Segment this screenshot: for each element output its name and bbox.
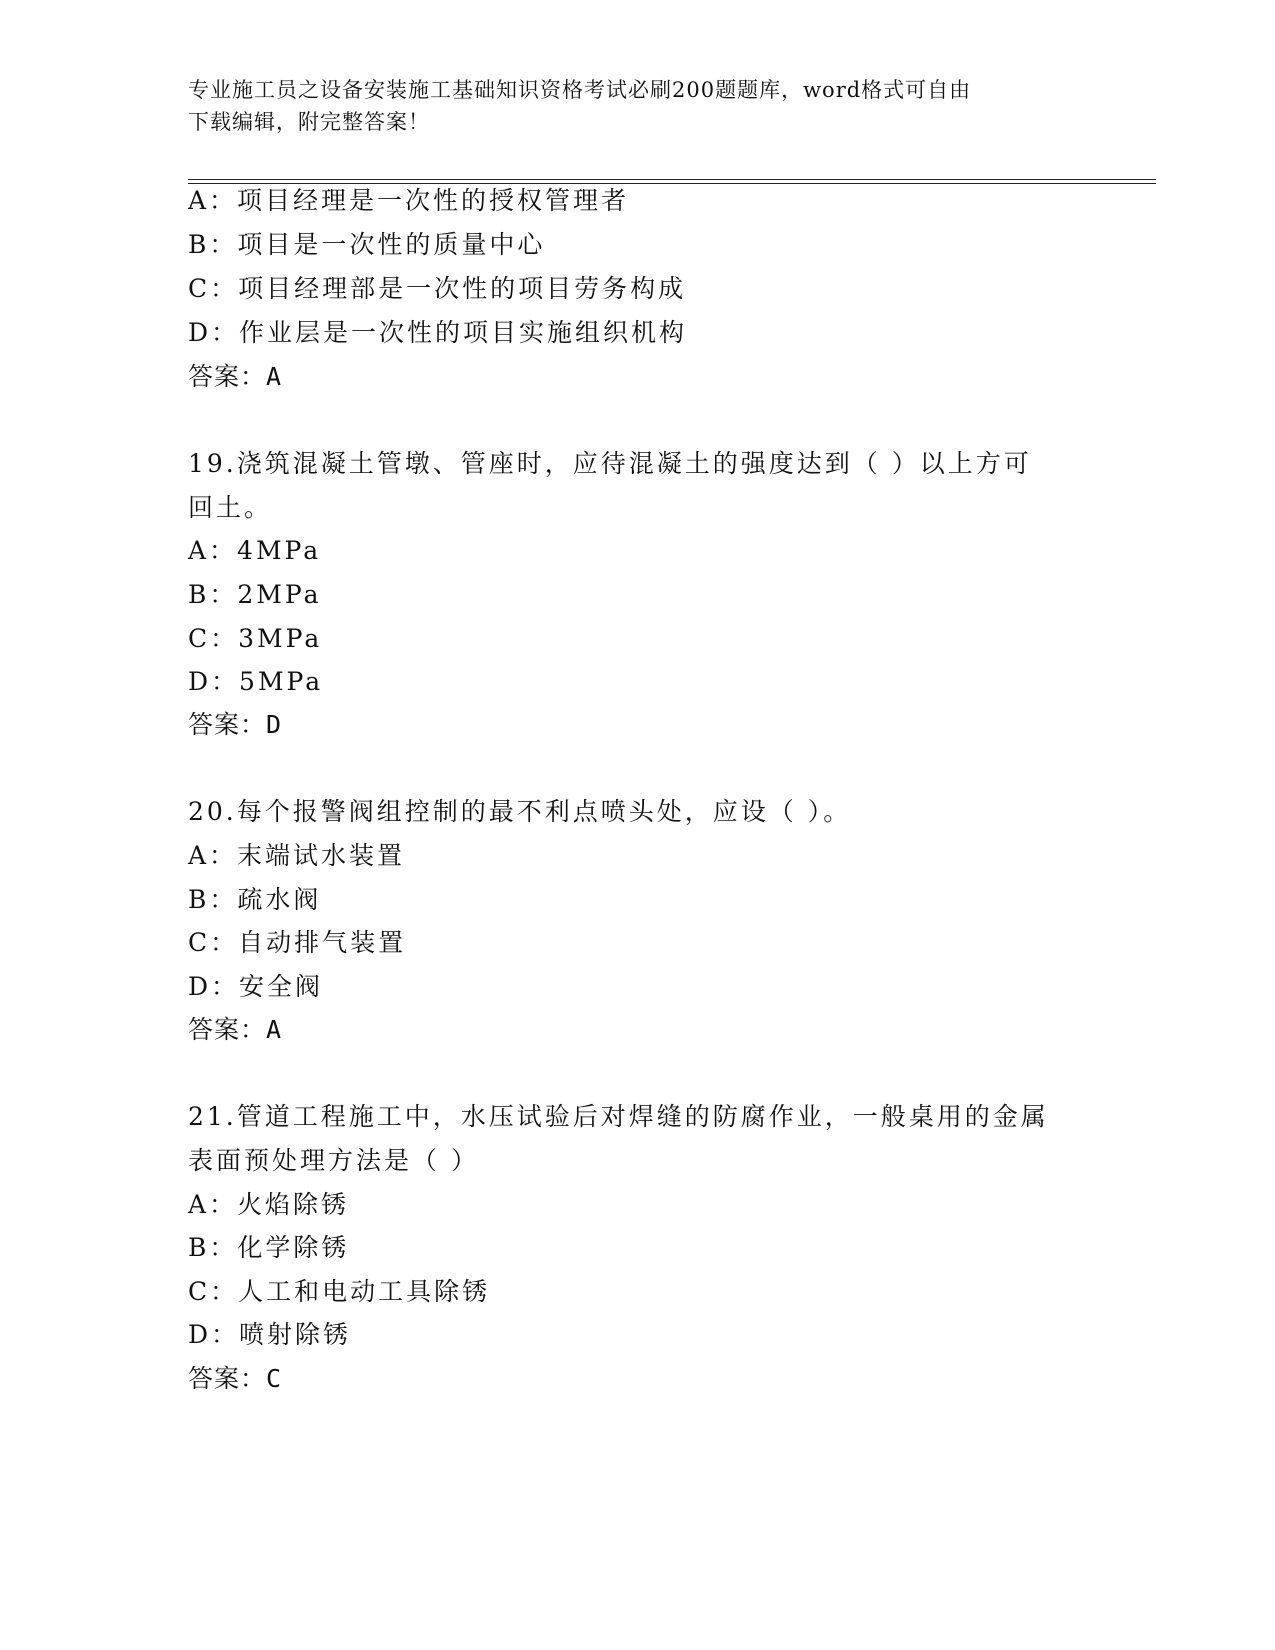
q18-answer-value: A: [266, 362, 282, 391]
q19-stem-line-2: 回土。: [188, 493, 273, 522]
document-header: [188, 74, 1068, 138]
q20-option-b: B：疏水阀: [188, 885, 322, 914]
q21-option-c: C：人工和电动工具除锈: [188, 1277, 491, 1306]
q20-answer-label: 答案：: [188, 1015, 267, 1044]
q21-answer-label: 答案：: [188, 1364, 267, 1393]
q18-option-b: B：项目是一次性的质量中心: [188, 230, 546, 259]
q21-stem-line-2: 表面预处理方法是（ ）: [188, 1146, 479, 1175]
q18-answer-label: 答案：: [188, 362, 267, 391]
q20-answer: [188, 1013, 281, 1047]
q21-option-a: A：火焰除锈: [188, 1190, 350, 1219]
q18-answer: [188, 360, 281, 394]
q21-option-d: D：喷射除锈: [188, 1320, 352, 1349]
q21-answer: [188, 1362, 281, 1396]
q20-stem-line-1: 20.每个报警阀组控制的最不利点喷头处，应设（ ）。: [188, 797, 852, 826]
q19-option-b: B：2MPa: [188, 580, 322, 609]
q20-answer-value: A: [266, 1015, 282, 1044]
q21-answer-value: C: [266, 1364, 282, 1393]
q20-option-c: C：自动排气装置: [188, 928, 407, 957]
q20-option-a: A：末端试水装置: [188, 841, 406, 870]
header-divider-top: [188, 179, 1156, 180]
q18-option-a: A：项目经理是一次性的授权管理者: [188, 186, 630, 215]
q19-answer: [188, 708, 281, 742]
q20-option-d: D：安全阀: [188, 972, 324, 1001]
q18-option-c: C：项目经理部是一次性的项目劳务构成: [188, 274, 687, 303]
q19-option-c: C：3MPa: [188, 624, 323, 653]
header-line-2: 下载编辑，附完整答案！: [188, 110, 430, 134]
q21-option-b: B：化学除锈: [188, 1233, 350, 1262]
q18-option-d: D：作业层是一次性的项目实施组织机构: [188, 318, 688, 347]
header-line-1: 专业施工员之设备安装施工基础知识资格考试必刷200题题库，word格式可自由: [188, 78, 972, 102]
q19-option-a: A：4MPa: [188, 536, 322, 565]
q19-stem-line-1: 19.浇筑混凝土管墩、管座时，应待混凝土的强度达到（ ）以上方可: [188, 449, 1032, 478]
q19-answer-value: D: [266, 710, 282, 739]
q21-stem-line-1: 21.管道工程施工中，水压试验后对焊缝的防腐作业，一般桌用的金属: [188, 1102, 1049, 1131]
q19-answer-label: 答案：: [188, 710, 267, 739]
q19-option-d: D：5MPa: [188, 667, 324, 696]
